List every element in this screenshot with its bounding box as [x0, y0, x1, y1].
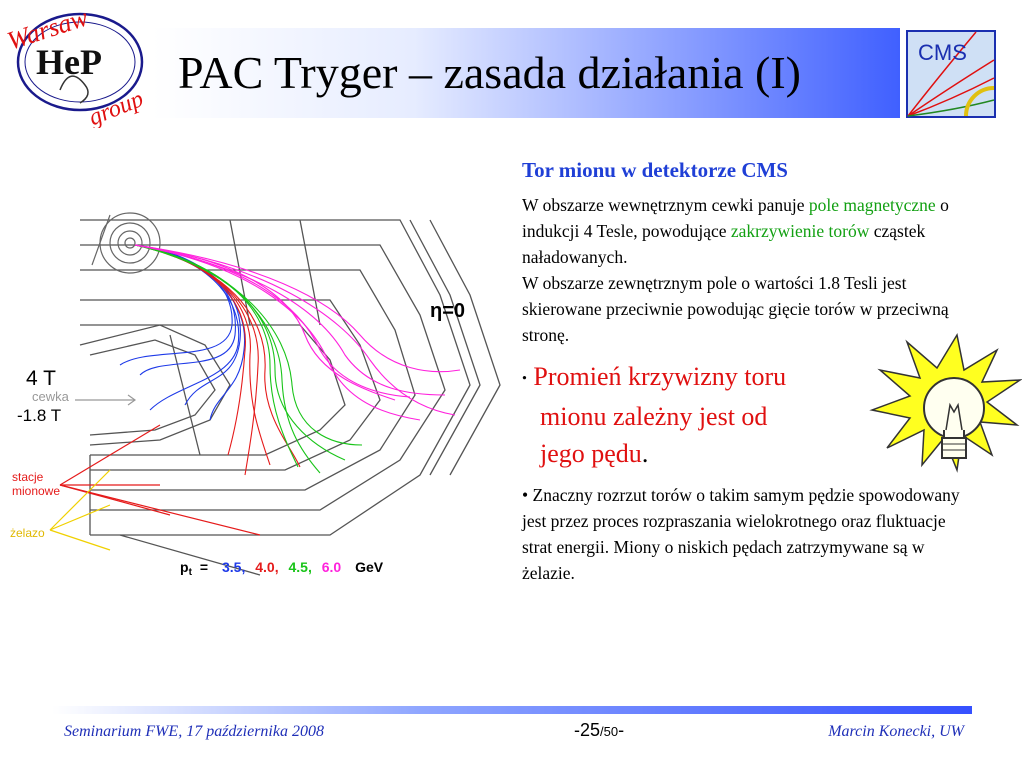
annotation-lines [50, 395, 260, 550]
inner-tracker [92, 213, 160, 273]
label-stacje: stacje [12, 470, 44, 484]
logo-word-top: Warsaw [3, 2, 92, 56]
bullet1-line1: Promień krzywizny toru [533, 362, 787, 391]
pt-symbol: p [180, 559, 189, 575]
page-prefix: - [574, 720, 580, 740]
label-18t: -1.8 T [17, 406, 62, 425]
bullet1-line2: mionu zależny jest od [540, 401, 768, 431]
muon-track-diagram [0, 205, 510, 595]
label-eta: η=0 [430, 300, 466, 322]
footer-author: Marcin Konecki, UW [828, 723, 964, 740]
page-number [574, 720, 624, 741]
bullet-dot: • [522, 371, 527, 387]
bullet1-end: . [641, 438, 649, 468]
warsaw-hep-logo [0, 0, 160, 128]
paragraph-outer-field: W obszarze zewnętrznym pole o wartości 1.8 Tesli jest skierowane przeciwnie powodując gięcie torów w przeciwną stronę. [522, 273, 949, 345]
label-zelazo: żelazo [10, 526, 45, 540]
page-sep: / [600, 724, 604, 739]
pt-value-3: 4.5, [288, 559, 312, 575]
p1-text-b: o indukcji 4 Tesle, powodujące [522, 195, 949, 241]
p1-highlight-curvature: zakrzywienie torów [730, 221, 870, 241]
footer-seminar: Seminarium FWE, 17 października 2008 [64, 723, 324, 740]
logo-word-bottom: group [85, 85, 148, 128]
page-current: 25 [580, 720, 601, 740]
p1-highlight-field: pole magnetyczne [808, 195, 936, 215]
label-cewka: cewka [32, 389, 69, 404]
footer-bar [52, 706, 972, 714]
cms-logo-text: CMS [918, 40, 967, 65]
pt-value-4: 6.0 [321, 559, 342, 575]
content-subtitle: Tor mionu w detektorze CMS [522, 158, 788, 182]
lightbulb-icon [862, 330, 1022, 480]
bullet-scattering: • Znaczny rozrzut torów o takim samym pędzie spowodowany jest przez proces rozpraszania wielokrotnego oraz fluktuacje strat energii. Miony o niskich pędach zatrzymywane są w żelazie. [522, 484, 960, 583]
pt-value-2: 4.0, [255, 559, 279, 575]
pt-value-1: 3.5, [221, 559, 246, 575]
cms-logo [906, 30, 996, 118]
detector-structure [80, 220, 500, 575]
bullet1-line3: jego pędu [540, 438, 642, 468]
p1-text-c: cząstek naładowanych. [522, 221, 926, 267]
muon-tracks [120, 245, 460, 475]
pt-equals: = [199, 559, 209, 575]
pt-subscript: t [188, 567, 192, 578]
logo-letters: HeP [36, 42, 102, 82]
pt-unit: GeV [355, 559, 384, 575]
page-title: PAC Tryger – zasada działania (I) [178, 47, 801, 98]
paragraph-inner-field [522, 192, 962, 270]
pt-legend [180, 559, 384, 578]
page-total: 50 [603, 724, 619, 739]
page-suffix: - [618, 720, 625, 740]
p1-text-a: W obszarze wewnętrznym cewki panuje [522, 195, 809, 215]
label-mionowe: mionowe [12, 484, 61, 498]
label-4t: 4 T [26, 367, 56, 390]
